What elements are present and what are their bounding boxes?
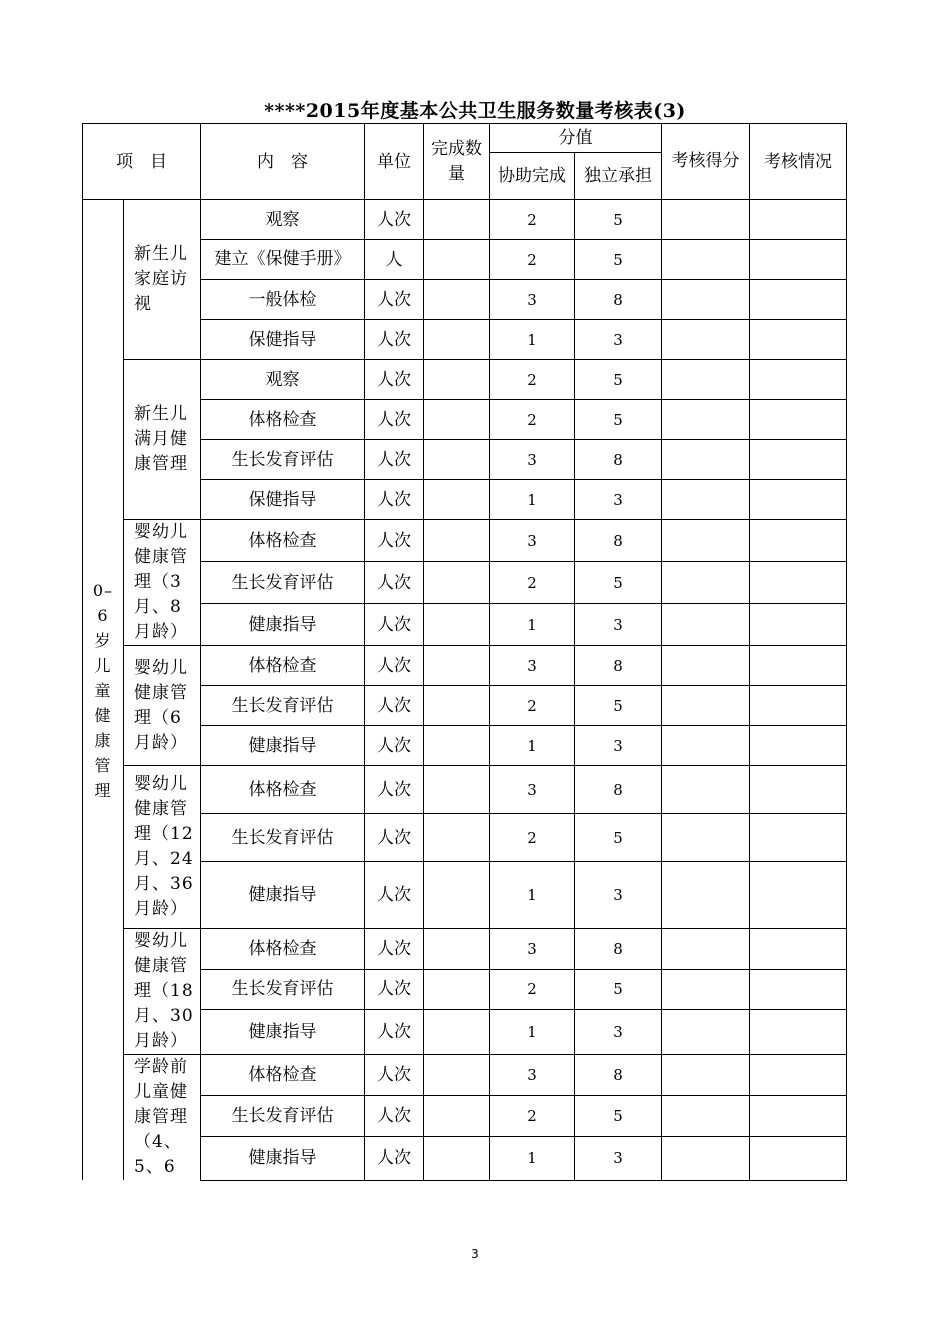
content-cell: 健康指导	[201, 726, 365, 766]
assessment-status-cell[interactable]	[750, 520, 847, 562]
table-row	[83, 929, 847, 970]
content-cell: 健康指导	[201, 862, 365, 929]
assessment-score-cell[interactable]	[662, 200, 750, 240]
header-content: 内 容	[201, 124, 365, 200]
assist-score-cell: 2	[490, 200, 575, 240]
assist-score-cell: 3	[490, 929, 575, 970]
assist-score-cell: 3	[490, 440, 575, 480]
header-row-1	[83, 124, 847, 153]
assist-score-cell: 2	[490, 1095, 575, 1136]
unit-cell: 人次	[365, 400, 424, 440]
group-label: 新生儿满月健康管理	[124, 360, 201, 520]
unit-cell: 人次	[365, 726, 424, 766]
content-cell: 观察	[201, 360, 365, 400]
assessment-score-cell[interactable]	[662, 1095, 750, 1136]
unit-cell: 人次	[365, 280, 424, 320]
content-cell: 体格检查	[201, 646, 365, 686]
header-score: 分值	[490, 124, 662, 153]
content-cell: 观察	[201, 200, 365, 240]
assessment-status-cell[interactable]	[750, 280, 847, 320]
independent-score-cell: 8	[575, 929, 662, 970]
assessment-score-cell[interactable]	[662, 862, 750, 929]
content-cell: 生长发育评估	[201, 440, 365, 480]
assist-score-cell: 2	[490, 400, 575, 440]
assessment-score-cell[interactable]	[662, 686, 750, 726]
unit-cell: 人次	[365, 1095, 424, 1136]
assessment-score-cell[interactable]	[662, 969, 750, 1010]
assessment-score-cell[interactable]	[662, 814, 750, 862]
assist-score-cell: 3	[490, 520, 575, 562]
assessment-status-cell[interactable]	[750, 480, 847, 520]
independent-score-cell: 8	[575, 646, 662, 686]
group-label: 学龄前儿童健康管理（4、5、6	[124, 1055, 201, 1181]
header-item: 项 目	[83, 124, 201, 200]
assessment-status-cell[interactable]	[750, 862, 847, 929]
content-cell: 保健指导	[201, 480, 365, 520]
assessment-score-cell[interactable]	[662, 280, 750, 320]
assist-score-cell: 1	[490, 1136, 575, 1180]
independent-score-cell: 3	[575, 480, 662, 520]
assessment-status-cell[interactable]	[750, 726, 847, 766]
assist-score-cell: 2	[490, 562, 575, 604]
assessment-status-cell[interactable]	[750, 440, 847, 480]
unit-cell: 人次	[365, 1055, 424, 1096]
content-cell: 健康指导	[201, 604, 365, 646]
completed-cell[interactable]	[424, 360, 490, 400]
completed-cell[interactable]	[424, 562, 490, 604]
assist-score-cell: 2	[490, 686, 575, 726]
completed-cell[interactable]	[424, 1136, 490, 1180]
content-cell: 体格检查	[201, 766, 365, 814]
completed-cell[interactable]	[424, 726, 490, 766]
independent-score-cell: 8	[575, 440, 662, 480]
unit-cell: 人次	[365, 440, 424, 480]
table-row	[83, 646, 847, 686]
content-cell: 保健指导	[201, 320, 365, 360]
assessment-score-cell[interactable]	[662, 646, 750, 686]
group-label: 婴幼儿健康管理（18月、30月龄）	[124, 929, 201, 1055]
assessment-status-cell[interactable]	[750, 1136, 847, 1180]
content-cell: 体格检查	[201, 520, 365, 562]
table-row	[83, 1055, 847, 1096]
assessment-score-cell[interactable]	[662, 240, 750, 280]
assist-score-cell: 1	[490, 726, 575, 766]
assist-score-cell: 2	[490, 240, 575, 280]
assist-score-cell: 2	[490, 969, 575, 1010]
assessment-score-cell[interactable]	[662, 480, 750, 520]
completed-cell[interactable]	[424, 400, 490, 440]
content-cell: 生长发育评估	[201, 814, 365, 862]
header-assessment-score: 考核得分	[662, 124, 750, 200]
independent-score-cell: 5	[575, 200, 662, 240]
assessment-status-cell[interactable]	[750, 686, 847, 726]
table-row	[83, 766, 847, 814]
header-assist: 协助完成	[490, 153, 575, 200]
independent-score-cell: 5	[575, 1095, 662, 1136]
assessment-score-cell[interactable]	[662, 320, 750, 360]
unit-cell: 人次	[365, 1136, 424, 1180]
assessment-score-cell[interactable]	[662, 1055, 750, 1096]
assessment-status-cell[interactable]	[750, 814, 847, 862]
assessment-status-cell[interactable]	[750, 929, 847, 970]
content-cell: 体格检查	[201, 1055, 365, 1096]
assessment-score-cell[interactable]	[662, 766, 750, 814]
unit-cell: 人次	[365, 1010, 424, 1055]
completed-cell[interactable]	[424, 646, 490, 686]
completed-cell[interactable]	[424, 1095, 490, 1136]
content-cell: 一般体检	[201, 280, 365, 320]
independent-score-cell: 3	[575, 1136, 662, 1180]
content-cell: 生长发育评估	[201, 969, 365, 1010]
independent-score-cell: 5	[575, 562, 662, 604]
table-row	[83, 200, 847, 240]
group-label: 婴幼儿健康管理（12月、24月、36月龄）	[124, 766, 201, 929]
completed-cell[interactable]	[424, 929, 490, 970]
independent-score-cell: 8	[575, 280, 662, 320]
assist-score-cell: 3	[490, 1055, 575, 1096]
assessment-score-cell[interactable]	[662, 440, 750, 480]
completed-cell[interactable]	[424, 480, 490, 520]
completed-cell[interactable]	[424, 1010, 490, 1055]
unit-cell: 人次	[365, 360, 424, 400]
assessment-status-cell[interactable]	[750, 360, 847, 400]
assist-score-cell: 2	[490, 814, 575, 862]
completed-cell[interactable]	[424, 862, 490, 929]
header-unit: 单位	[365, 124, 424, 200]
assessment-status-cell[interactable]	[750, 604, 847, 646]
completed-cell[interactable]	[424, 969, 490, 1010]
group-label: 新生儿家庭访视	[124, 200, 201, 360]
unit-cell: 人次	[365, 929, 424, 970]
assist-score-cell: 2	[490, 360, 575, 400]
independent-score-cell: 3	[575, 320, 662, 360]
content-cell: 健康指导	[201, 1136, 365, 1180]
independent-score-cell: 5	[575, 814, 662, 862]
assist-score-cell: 1	[490, 320, 575, 360]
independent-score-cell: 8	[575, 1055, 662, 1096]
assessment-status-cell[interactable]	[750, 1010, 847, 1055]
assessment-score-cell[interactable]	[662, 360, 750, 400]
independent-score-cell: 3	[575, 862, 662, 929]
unit-cell: 人次	[365, 320, 424, 360]
unit-cell: 人次	[365, 862, 424, 929]
assist-score-cell: 3	[490, 646, 575, 686]
assessment-score-cell[interactable]	[662, 929, 750, 970]
assessment-score-cell[interactable]	[662, 562, 750, 604]
table-row	[83, 520, 847, 562]
unit-cell: 人次	[365, 200, 424, 240]
assessment-status-cell[interactable]	[750, 1095, 847, 1136]
unit-cell: 人次	[365, 604, 424, 646]
content-cell: 体格检查	[201, 400, 365, 440]
content-cell: 生长发育评估	[201, 1095, 365, 1136]
assist-score-cell: 1	[490, 1010, 575, 1055]
unit-cell: 人次	[365, 766, 424, 814]
assessment-score-cell[interactable]	[662, 520, 750, 562]
assessment-status-cell[interactable]	[750, 320, 847, 360]
header-completed: 完成数量	[424, 124, 490, 200]
assessment-table	[82, 123, 847, 1181]
unit-cell: 人次	[365, 814, 424, 862]
content-cell: 体格检查	[201, 929, 365, 970]
unit-cell: 人次	[365, 969, 424, 1010]
independent-score-cell: 3	[575, 604, 662, 646]
unit-cell: 人	[365, 240, 424, 280]
independent-score-cell: 5	[575, 400, 662, 440]
completed-cell[interactable]	[424, 814, 490, 862]
content-cell: 生长发育评估	[201, 562, 365, 604]
header-independent: 独立承担	[575, 153, 662, 200]
assessment-status-cell[interactable]	[750, 562, 847, 604]
completed-cell[interactable]	[424, 686, 490, 726]
completed-cell[interactable]	[424, 766, 490, 814]
assessment-status-cell[interactable]	[750, 200, 847, 240]
group-label: 婴幼儿健康管理（6月龄）	[124, 646, 201, 766]
assessment-status-cell[interactable]	[750, 1055, 847, 1096]
unit-cell: 人次	[365, 686, 424, 726]
unit-cell: 人次	[365, 646, 424, 686]
unit-cell: 人次	[365, 520, 424, 562]
assist-score-cell: 1	[490, 480, 575, 520]
assist-score-cell: 3	[490, 280, 575, 320]
independent-score-cell: 3	[575, 726, 662, 766]
assessment-score-cell[interactable]	[662, 1010, 750, 1055]
independent-score-cell: 5	[575, 969, 662, 1010]
assessment-score-cell[interactable]	[662, 604, 750, 646]
assist-score-cell: 1	[490, 604, 575, 646]
assessment-status-cell[interactable]	[750, 969, 847, 1010]
content-cell: 健康指导	[201, 1010, 365, 1055]
assist-score-cell: 3	[490, 766, 575, 814]
completed-cell[interactable]	[424, 604, 490, 646]
completed-cell[interactable]	[424, 1055, 490, 1096]
completed-cell[interactable]	[424, 320, 490, 360]
independent-score-cell: 3	[575, 1010, 662, 1055]
completed-cell[interactable]	[424, 440, 490, 480]
assessment-score-cell[interactable]	[662, 400, 750, 440]
completed-cell[interactable]	[424, 240, 490, 280]
content-cell: 建立《保健手册》	[201, 240, 365, 280]
assessment-status-cell[interactable]	[750, 240, 847, 280]
independent-score-cell: 5	[575, 360, 662, 400]
table-body	[83, 200, 847, 1181]
page-number: 3	[471, 1247, 479, 1261]
independent-score-cell: 5	[575, 240, 662, 280]
independent-score-cell: 8	[575, 766, 662, 814]
assessment-status-cell[interactable]	[750, 400, 847, 440]
assessment-status-cell[interactable]	[750, 766, 847, 814]
assessment-status-cell[interactable]	[750, 646, 847, 686]
page-title: ****2015年度基本公共卫生服务数量考核表(3)	[264, 100, 686, 122]
assessment-score-cell[interactable]	[662, 1136, 750, 1180]
content-cell: 生长发育评估	[201, 686, 365, 726]
completed-cell[interactable]	[424, 520, 490, 562]
header-assessment-status: 考核情况	[750, 124, 847, 200]
group-label: 婴幼儿健康管理（3月、8月龄）	[124, 520, 201, 646]
independent-score-cell: 5	[575, 686, 662, 726]
unit-cell: 人次	[365, 562, 424, 604]
assist-score-cell: 1	[490, 862, 575, 929]
completed-cell[interactable]	[424, 200, 490, 240]
assessment-score-cell[interactable]	[662, 726, 750, 766]
independent-score-cell: 8	[575, 520, 662, 562]
table-row	[83, 360, 847, 400]
completed-cell[interactable]	[424, 280, 490, 320]
unit-cell: 人次	[365, 480, 424, 520]
category-cell: 0–6岁儿童健康管理	[83, 200, 124, 1181]
